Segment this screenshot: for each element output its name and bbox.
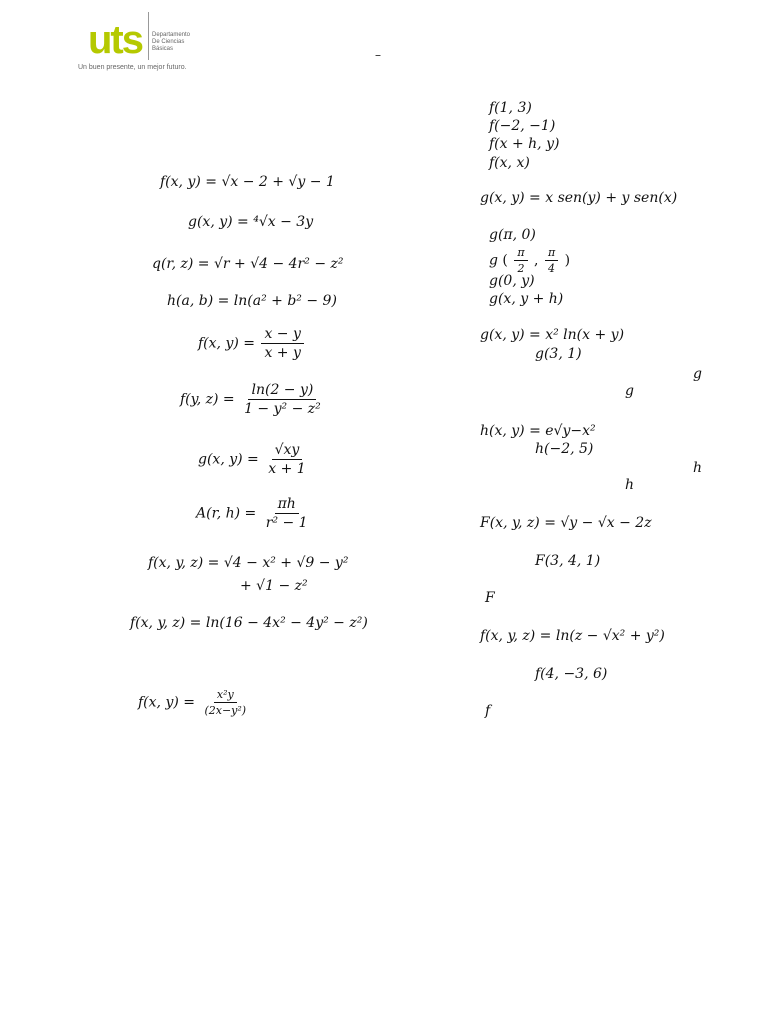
- symbol-F: F: [485, 590, 495, 606]
- eval-f-x-plus-h-y: f(x + h, y): [489, 136, 560, 152]
- equation-7-denominator: x + 1: [268, 461, 306, 477]
- equation-8: [196, 496, 313, 531]
- equation-6: [180, 382, 326, 417]
- eval-g-0-y: g(0, y): [489, 273, 535, 289]
- equation-9-line2: + √1 − z²: [240, 578, 308, 594]
- equation-7: [198, 442, 311, 477]
- eval-g-pi-0: g(π, 0): [489, 227, 536, 243]
- equation-11: [138, 688, 251, 717]
- logo-department: [152, 32, 190, 53]
- eval-g-arg1-num: π: [514, 246, 527, 261]
- equation-5-lhs: f(x, y) =: [198, 335, 255, 352]
- equation-11-fraction: [201, 688, 249, 717]
- symbol-f: f: [485, 703, 491, 719]
- eval-g-arg1-den: 2: [517, 262, 525, 275]
- equation-6-fraction: [241, 382, 324, 417]
- logo-department-line1: Departamento: [152, 32, 191, 38]
- equation-10: f(x, y, z) = ln(16 − 4x² − 4y² − z²): [130, 615, 368, 631]
- logo: [78, 10, 191, 76]
- equation-11-numerator: x²y: [214, 688, 237, 703]
- equation-2: g(x, y) = ⁴√x − 3y: [188, 214, 314, 230]
- equation-8-lhs: A(r, h) =: [196, 505, 257, 522]
- logo-department-line2: De Ciencias Básicas: [152, 39, 185, 52]
- eval-g-3-1: g(3, 1): [535, 346, 582, 362]
- eval-g-function: g: [489, 252, 498, 269]
- equation-3: q(r, z) = √r + √4 − 4r² − z²: [152, 256, 344, 272]
- eval-g-arg2: [545, 246, 558, 275]
- symbol-g-center: g: [625, 383, 634, 399]
- equation-11-denominator: (2x−y²): [204, 704, 247, 717]
- equation-h-exp: h(x, y) = e√y−x²: [480, 423, 596, 439]
- equation-8-fraction: [263, 496, 311, 531]
- equation-g-sen: g(x, y) = x sen(y) + y sen(x): [480, 190, 678, 206]
- equation-g-ln: g(x, y) = x² ln(x + y): [480, 327, 625, 343]
- eval-g-pi2-pi4: g ( $\frac{\pi}{2}$ , $\frac{\pi}{4}$ ): [489, 246, 571, 275]
- equation-5-numerator: x − y: [261, 326, 303, 344]
- equation-6-denominator: 1 − y² − z²: [244, 401, 321, 417]
- equation-F: F(x, y, z) = √y − √x − 2z: [480, 515, 652, 531]
- symbol-h-right: h: [693, 460, 703, 476]
- eval-f-x-x: f(x, x): [489, 155, 530, 171]
- equation-7-fraction: [265, 442, 308, 477]
- equation-11-lhs: f(x, y) =: [138, 694, 195, 711]
- eval-g-arg2-num: π: [545, 246, 558, 261]
- logo-divider: [148, 12, 149, 60]
- eval-f-neg2-neg1: f(−2, −1): [489, 118, 556, 134]
- equation-8-numerator: πh: [275, 496, 299, 514]
- equation-4: h(a, b) = ln(a² + b² − 9): [167, 293, 337, 309]
- equation-8-denominator: r² − 1: [265, 515, 308, 531]
- symbol-g-right: g: [693, 366, 702, 382]
- header-dash: –: [375, 48, 381, 62]
- eval-f-1-3: f(1, 3): [489, 100, 532, 116]
- eval-g-arg2-den: 4: [548, 262, 556, 275]
- eval-h-neg2-5: h(−2, 5): [535, 441, 594, 457]
- equation-7-numerator: √xy: [272, 442, 303, 460]
- equation-5-denominator: x + y: [264, 345, 301, 361]
- eval-g-x-y-plus-h: g(x, y + h): [489, 291, 564, 307]
- symbol-h-center: h: [625, 477, 635, 493]
- logo-slogan: Un buen presente, un mejor futuro.: [78, 64, 187, 71]
- equation-f-ln-sqrt: f(x, y, z) = ln(z − √x² + y²): [480, 628, 665, 644]
- equation-9-line1: f(x, y, z) = √4 − x² + √9 − y²: [148, 555, 349, 571]
- equation-5: [198, 326, 306, 361]
- equation-5-fraction: [261, 326, 303, 361]
- logo-wordmark: uts: [88, 18, 142, 62]
- eval-f-4-neg3-6: f(4, −3, 6): [535, 666, 608, 682]
- equation-6-numerator: ln(2 − y): [248, 382, 316, 400]
- equation-6-lhs: f(y, z) =: [180, 391, 235, 408]
- eval-F-3-4-1: F(3, 4, 1): [535, 553, 601, 569]
- equation-1: f(x, y) = √x − 2 + √y − 1: [160, 174, 335, 190]
- eval-g-arg1: [514, 246, 527, 275]
- equation-7-lhs: g(x, y) =: [198, 451, 259, 468]
